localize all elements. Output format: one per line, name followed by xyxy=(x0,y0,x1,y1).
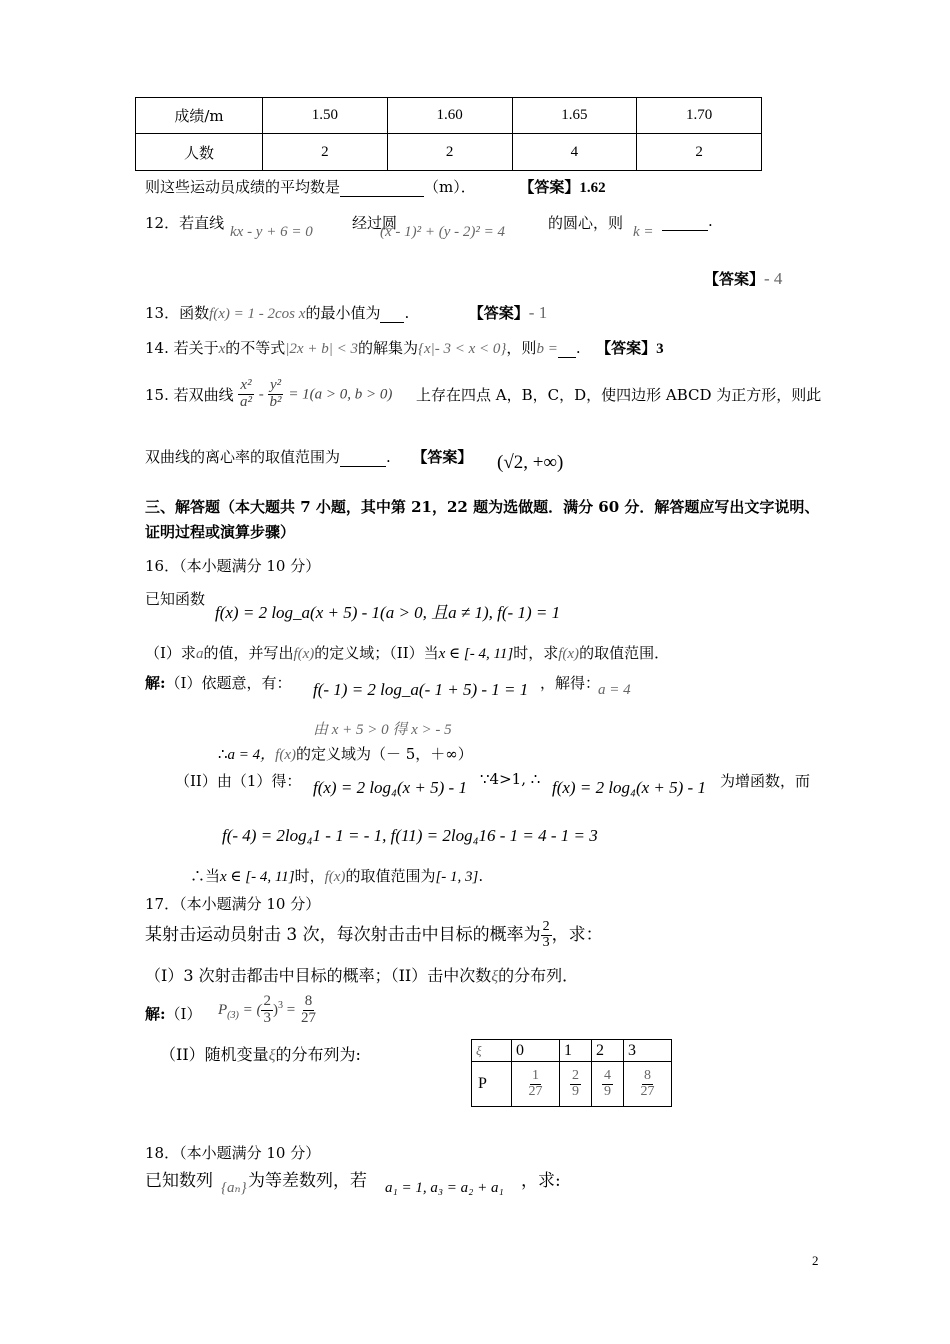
table-cell: 成绩/m xyxy=(136,98,263,134)
q17-heading: 17．（本小题满分 10 分） xyxy=(145,895,321,913)
q17-xi: ξ xyxy=(491,968,499,985)
fraction-numerator: 2 xyxy=(572,1067,579,1083)
table-cell: 2 xyxy=(637,134,762,171)
q17-body: ，求： xyxy=(551,925,603,945)
table-cell xyxy=(592,1062,624,1107)
q18-text: ，求: xyxy=(521,1171,561,1191)
question-13: 13．函数f(x) = 1 - 2cos x的最小值为 . 【答案】- 1 xyxy=(145,303,548,322)
q16-text: ∴ xyxy=(218,745,228,763)
table-cell xyxy=(624,1062,672,1107)
table-cell: 4 xyxy=(512,134,637,171)
answer-label: 【答案】 xyxy=(704,270,765,288)
table-cell xyxy=(560,1062,592,1107)
fraction-denominator: 27 xyxy=(640,1083,655,1099)
answer-blank xyxy=(558,339,576,358)
q17-text: （I） xyxy=(165,1005,202,1023)
q16-domain xyxy=(218,743,473,764)
q16-text: 的取值范围． xyxy=(579,644,670,662)
q17-body: 的分布列． xyxy=(498,966,579,985)
q18-text: 已知数列 xyxy=(145,1171,213,1191)
q15-tail: 上存在四点 A，B，C，D，使四边形 ABCD 为正方形，则此 xyxy=(416,386,822,404)
table-cell: ξ xyxy=(472,1040,512,1062)
q16-func: f(x) xyxy=(558,646,580,662)
q16-function: f(x) = 2 log_a(x + 5) - 1(a > 0, 且a ≠ 1), f(- 1) = 1 xyxy=(215,603,561,622)
q17-body: （I）3 次射击都击中目标的概率；（II）击中次数 xyxy=(145,966,492,985)
q17-probability: $P_{(3)}$ = ( $\frac{2}{3}$ )$^3$ = $\frac{8}{27}$ xyxy=(218,993,316,1026)
q13-num: 13．函数 xyxy=(145,304,210,322)
q16-given: 已知函数 xyxy=(145,590,206,608)
fraction-numerator: 8 xyxy=(644,1067,651,1083)
fraction-numerator: 2 xyxy=(542,919,550,935)
q16-result: a = 4 xyxy=(598,682,631,698)
solution-label: 解: xyxy=(145,674,166,692)
fraction-denominator: 3 xyxy=(542,935,550,950)
table-cell: 2 xyxy=(592,1040,624,1062)
q12-mid: 经过圆 xyxy=(352,214,398,232)
distribution-table xyxy=(471,1039,672,1107)
q16-text: 的取值范围为 xyxy=(345,867,436,885)
q17-text: 的分布列为: xyxy=(275,1045,361,1064)
answer-value: 3 xyxy=(656,341,664,357)
q14-num: 14. 若关于 xyxy=(145,339,219,357)
q15-hyperbola: $\frac{\text{x²}}{\text{a²}}$ - $\frac{\text{y²}}{\text{b²}}$ = 1(a > 0, b > 0) xyxy=(240,377,393,410)
q17-parts xyxy=(145,963,578,986)
q17-text: （II）随机变量 xyxy=(160,1045,269,1064)
q16-text: ∵4>1, ∴ xyxy=(480,770,541,788)
q18-text: 为等差数列，若 xyxy=(248,1171,367,1191)
q12-line-equation: kx - y + 6 = 0 xyxy=(230,224,313,240)
q14-inequality: |2x + b| < 3 xyxy=(285,341,358,357)
q16-solution-1 xyxy=(145,672,291,693)
q14-text: ，则 xyxy=(506,339,537,357)
q16-values: f(- 4) = 2log₄1 - 1 = - 1, f(11) = 2log₄16 - 1 = 4 - 1 = 3 xyxy=(222,826,598,845)
q17-fraction xyxy=(541,920,552,950)
q16-text: 的值，并写出 xyxy=(203,644,294,662)
q16-part2: （II）由（1）得： xyxy=(175,772,302,790)
table-cell xyxy=(512,1062,560,1107)
q16-text: 为增函数，而 xyxy=(720,772,811,790)
q16-result: [- 1, 3] xyxy=(435,869,479,885)
q16-func: f(x) xyxy=(324,869,346,885)
answer-label: 【答案】 xyxy=(412,448,473,466)
q14-text: 的解集为 xyxy=(357,339,418,357)
solution-label: 解: xyxy=(145,1005,166,1023)
table-cell: 2 xyxy=(387,134,512,171)
fraction-denominator: 9 xyxy=(604,1083,611,1099)
q17-text xyxy=(145,920,603,951)
q16-domain-step: 由 x + 5 > 0 得 x > - 5 xyxy=(313,722,452,738)
fraction-numerator: 4 xyxy=(604,1067,611,1083)
q15-answer: (√2, +∞) xyxy=(497,452,564,473)
q17-solution-2 xyxy=(160,1042,361,1065)
table-cell: P xyxy=(472,1062,512,1107)
section-heading: 三、解答题（本大题共 7 小题，其中第 21，22 题为选做题．满分 60 分．解答题应写出文字说明、 xyxy=(145,498,820,516)
table-cell: 1.70 xyxy=(637,98,762,134)
table-cell: 1.60 xyxy=(387,98,512,134)
q16-text: （I）依题意，有： xyxy=(165,674,292,692)
q16-func: f(x) xyxy=(275,747,296,763)
q16-text: 时，求 xyxy=(513,644,559,662)
answer-value: - 4 xyxy=(764,269,783,288)
answer-label: 【答案】 xyxy=(468,304,529,322)
q16-text: 的定义域为（－ 5，＋∞） xyxy=(296,745,473,763)
q16-result: a = 4， xyxy=(227,747,276,763)
answer-value: 1.62 xyxy=(579,180,606,196)
q16-text: 时， xyxy=(294,867,325,885)
question-15 xyxy=(145,384,234,405)
fraction-numerator: 1 xyxy=(532,1067,539,1083)
q16-text: . xyxy=(478,867,484,885)
answer-blank xyxy=(340,448,386,467)
q16-text: （I）求 xyxy=(145,644,196,662)
q12-tail: 的圆心，则 xyxy=(548,214,624,232)
table-cell: 1 xyxy=(560,1040,592,1062)
q13-func: f(x) = 1 - 2cos x xyxy=(209,306,306,322)
table-cell: 2 xyxy=(263,134,388,171)
q12-circle-equation: (x - 1)² + (y - 2)² = 4 xyxy=(380,224,506,240)
q16-text: ，解得： xyxy=(540,674,601,692)
q15-num: 15. 若双曲线 xyxy=(145,386,234,404)
fraction-denominator: 27 xyxy=(528,1083,543,1099)
page-number: 2 xyxy=(812,1253,819,1268)
answer-label: 【答案】 xyxy=(596,339,657,357)
q12-answer xyxy=(704,268,782,289)
q16-question xyxy=(145,642,669,663)
table-cell: 1.50 xyxy=(263,98,388,134)
q16-heading: 16．（本小题满分 10 分） xyxy=(145,557,321,575)
q11-unit: （m）． xyxy=(424,178,476,196)
q14-text: 的不等式 xyxy=(225,339,286,357)
answer-value: - 1 xyxy=(528,303,548,322)
q11-text: 则这些运动员成绩的平均数是 xyxy=(145,178,341,196)
score-table xyxy=(135,97,762,171)
q12-var: k = xyxy=(633,224,654,240)
q16-eq: f(x) = 2 log₄(x + 5) - 1 xyxy=(552,778,706,797)
table-cell: 3 xyxy=(624,1040,672,1062)
answer-label: 【答案】 xyxy=(519,178,580,196)
q15-line2: 双曲线的离心率的取值范围为 . 【答案】 xyxy=(145,448,473,466)
q13-tail: 的最小值为 xyxy=(305,304,381,322)
table-cell: 1.65 xyxy=(512,98,637,134)
q14-var: x xyxy=(218,341,226,357)
q18-sequence: {aₙ} xyxy=(221,1180,247,1196)
question-11 xyxy=(145,176,606,197)
fraction-denominator: 9 xyxy=(572,1083,579,1099)
answer-blank xyxy=(340,178,424,197)
q16-conclusion xyxy=(190,865,483,886)
q17-body: 某射击运动员射击 3 次，每次射击击中目标的概率为 xyxy=(145,925,541,945)
q15-text: 双曲线的离心率的取值范围为 xyxy=(145,448,341,466)
q17-solution-1 xyxy=(145,1003,201,1024)
q16-func: f(x) xyxy=(293,646,315,662)
q12-num: 12．若直线 xyxy=(145,214,225,232)
q16-eq: f(x) = 2 log₄(x + 5) - 1 xyxy=(313,778,467,797)
q16-text: ∴当 xyxy=(190,867,221,885)
q14-set: {x|- 3 < x < 0} xyxy=(417,341,507,357)
q16-eq: f(- 1) = 2 log_a(- 1 + 5) - 1 = 1 xyxy=(313,680,529,699)
q16-range: x ∈ [- 4, 11] xyxy=(438,646,514,662)
table-cell: 人数 xyxy=(136,134,263,171)
q16-text: 的定义域；（II）当 xyxy=(314,644,439,662)
q18-heading: 18．（本小题满分 10 分） xyxy=(145,1144,321,1162)
q17-xi: ξ xyxy=(268,1047,276,1064)
q16-var: a xyxy=(195,646,204,662)
q14-b: b = xyxy=(536,341,558,357)
answer-blank xyxy=(380,304,404,323)
question-12 xyxy=(145,212,224,233)
question-14: 14. 若关于x的不等式|2x + b| < 3的解集为{x|- 3 < x < 0}，则b = . 【答案】3 xyxy=(145,339,664,357)
q18-condition: a₁ = 1, a₃ = a₂ + a₁ xyxy=(385,1180,504,1196)
section-heading: 证明过程或演算步骤） xyxy=(145,523,296,541)
q16-range: x ∈ [- 4, 11] xyxy=(220,869,295,885)
answer-blank: . xyxy=(662,212,713,231)
table-cell: 0 xyxy=(512,1040,560,1062)
